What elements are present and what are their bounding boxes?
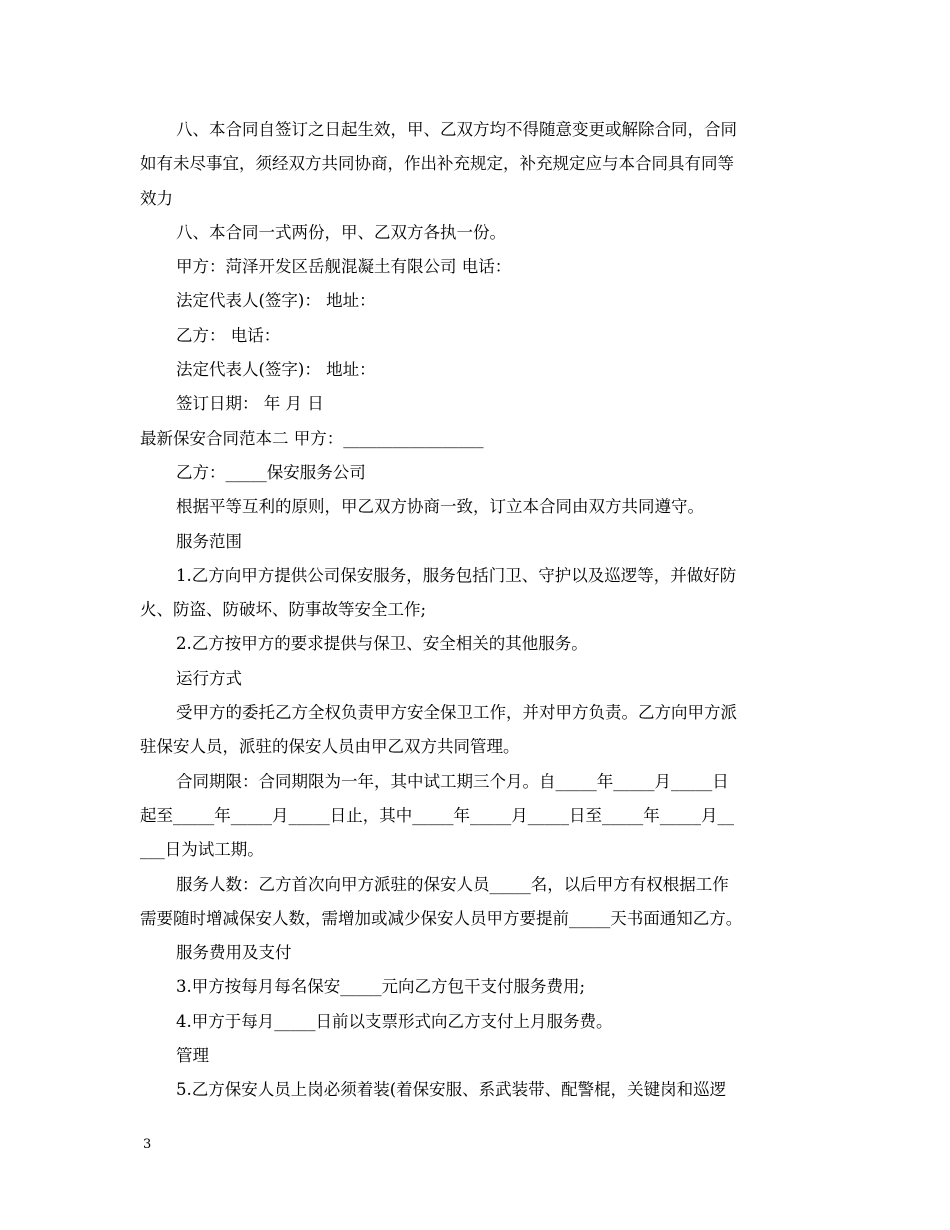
paragraph-line: 需要随时增减保安人数，需增加或减少保安人员甲方要提前_____天书面通知乙方。: [140, 908, 743, 928]
paragraph-line: 乙方： 电话：: [176, 325, 281, 345]
paragraph-line: 受甲方的委托乙方全权负责甲方安全保卫工作，并对甲方负责。乙方向甲方派: [176, 703, 737, 723]
section-heading: 运行方式: [176, 668, 242, 688]
paragraph-line: 驻保安人员，派驻的保安人员由甲乙双方共同管理。: [140, 737, 520, 757]
paragraph-line: 服务人数：乙方首次向甲方派驻的保安人员_____名，以后甲方有权根据工作: [176, 874, 729, 894]
paragraph-line: 5.乙方保安人员上岗必须着装(着保安服、系武装带、配警棍，关键岗和巡逻: [176, 1080, 727, 1100]
paragraph-line: 根据平等互利的原则，甲乙双方协商一致，订立本合同由双方共同遵守。: [176, 497, 704, 517]
section-heading: 管理: [176, 1046, 209, 1066]
paragraph-line: 签订日期： 年 月 日: [176, 394, 324, 414]
paragraph-line: 3.甲方按每月每名保安_____元向乙方包干支付服务费用;: [176, 977, 586, 997]
paragraph-line: ___日为试工期。: [140, 840, 264, 860]
paragraph-line: 甲方：菏泽开发区岳舰混凝土有限公司 电话：: [176, 257, 512, 277]
paragraph-line: 八、本合同一式两份，甲、乙双方各执一份。: [176, 222, 506, 242]
section-heading: 服务费用及支付: [176, 943, 292, 963]
paragraph-line: 2.乙方按甲方的要求提供与保卫、安全相关的其他服务。: [176, 634, 588, 654]
paragraph-line: 起至_____年_____月_____日止，其中_____年_____月_____日至_____年_____月__: [140, 805, 734, 825]
paragraph-line: 法定代表人(签字)： 地址：: [176, 291, 376, 311]
section-heading: 服务范围: [176, 531, 242, 551]
paragraph-line: 效力: [140, 188, 173, 208]
paragraph-line: 如有未尽事宜，须经双方共同协商，作出补充规定，补充规定应与本合同具有同等: [140, 154, 734, 174]
document-body: [140, 113, 812, 1108]
section-title-line: 最新保安合同范本二 甲方：_________________: [140, 428, 484, 448]
paragraph-line: 1.乙方向甲方提供公司保安服务，服务包括门卫、守护以及巡逻等，并做好防: [176, 565, 737, 585]
paragraph-line: 合同期限：合同期限为一年，其中试工期三个月。自_____年_____月_____日: [176, 771, 729, 791]
paragraph-line: 火、防盗、防破坏、防事故等安全工作;: [140, 600, 427, 620]
paragraph-line: 八、本合同自签订之日起生效，甲、乙双方均不得随意变更或解除合同，合同: [176, 120, 737, 139]
paragraph-line: 乙方：_____保安服务公司: [176, 462, 366, 482]
paragraph-line: 4.甲方于每月_____日前以支票形式向乙方支付上月服务费。: [176, 1011, 613, 1031]
page-number: 3: [143, 1137, 152, 1152]
paragraph-line: 法定代表人(签字)： 地址：: [176, 360, 376, 380]
